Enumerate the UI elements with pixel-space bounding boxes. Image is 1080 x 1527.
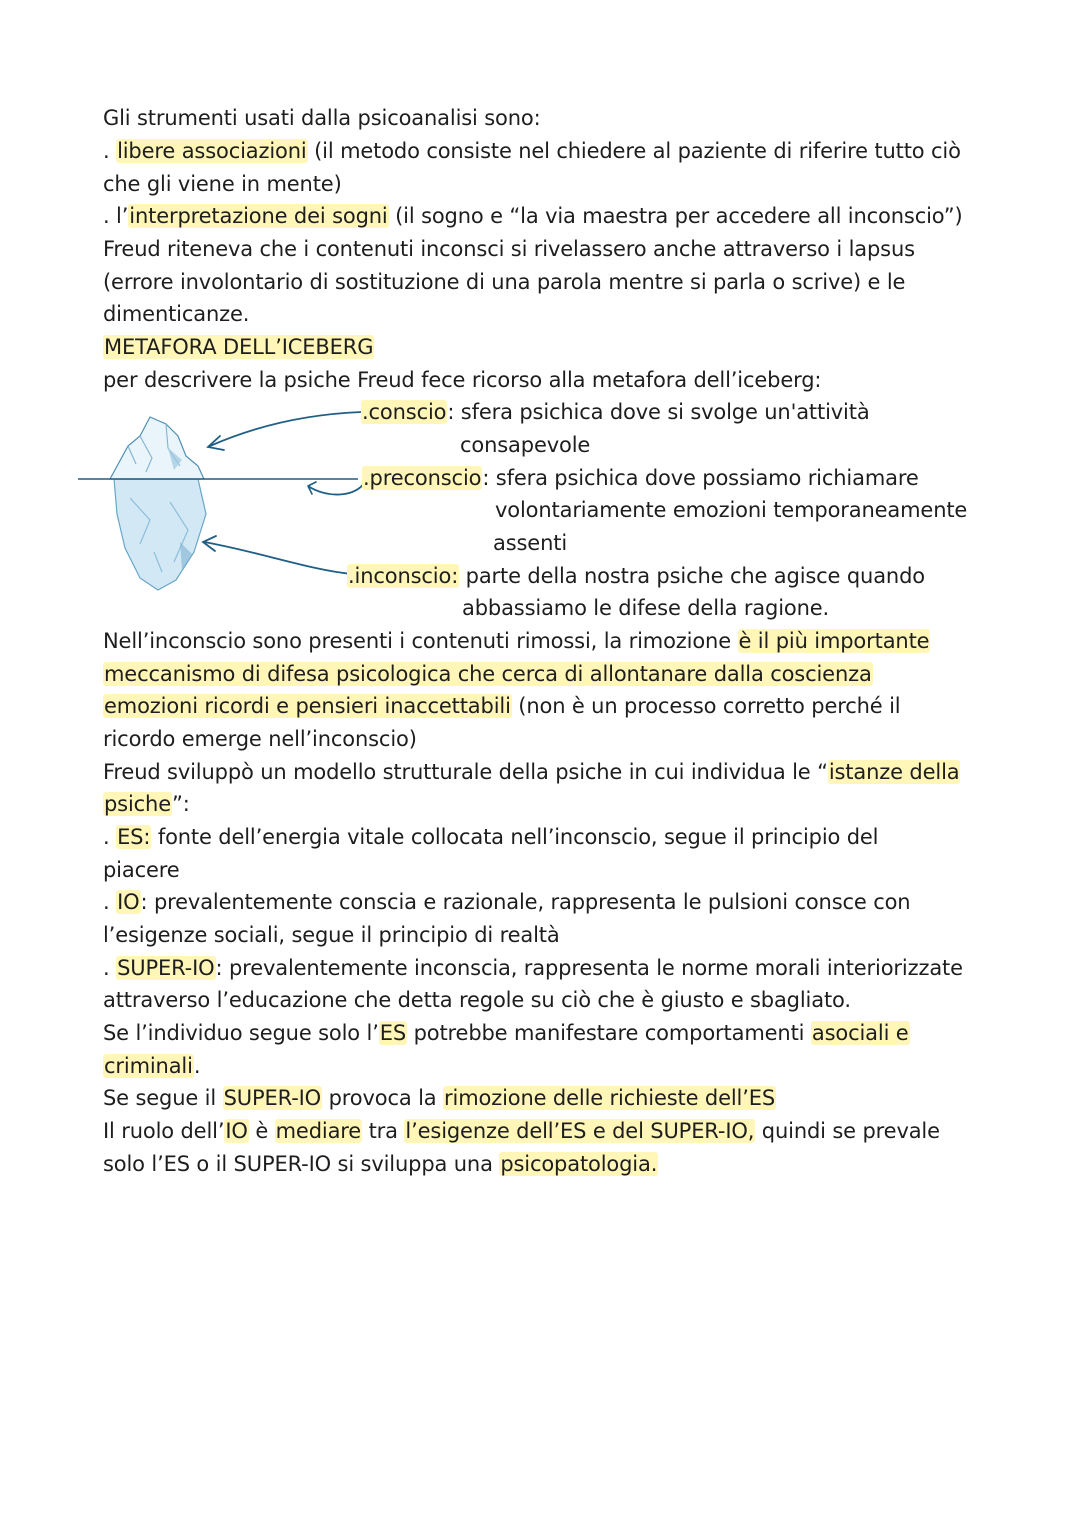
text-line: (errore involontario di sostituzione di una parola mentre si parla o scrive) e le <box>103 270 906 294</box>
text-line: Freud sviluppò un modello strutturale della psiche in cui individua le “istanze della <box>103 760 960 784</box>
text-line: Freud riteneva che i contenuti inconsci si rivelassero anche attraverso i lapsus <box>103 237 915 261</box>
text-line: . libere associazioni (il metodo consiste nel chiedere al paziente di riferire tutto ciò <box>103 139 961 163</box>
text-line: attraverso l’educazione che detta regole su ciò che è giusto e sbagliato. <box>103 988 851 1012</box>
text-line: Se segue il SUPER-IO provoca la rimozione delle richieste dell’ES <box>103 1086 776 1110</box>
text-line: . IO: prevalentemente conscia e razionale, rappresenta le pulsioni consce con <box>103 890 911 914</box>
text-line: emozioni ricordi e pensieri inaccettabili (non è un processo corretto perché il <box>104 694 901 718</box>
text-line: Il ruolo dell’IO è mediare tra l’esigenze dell’ES e del SUPER-IO, quindi se prevale <box>103 1119 940 1143</box>
text-line: . l’interpretazione dei sogni (il sogno e “la via maestra per accedere all inconscio”) <box>103 204 963 228</box>
text-line: Gli strumenti usati dalla psicoanalisi sono: <box>103 106 541 130</box>
text-line: per descrivere la psiche Freud fece ricorso alla metafora dell’iceberg: <box>103 368 822 392</box>
text-line: dimenticanze. <box>103 302 250 326</box>
text-line: . ES: fonte dell’energia vitale collocata nell’inconscio, segue il principio del <box>103 825 879 849</box>
text-line: consapevole <box>460 433 591 457</box>
iceberg-underwater <box>114 479 206 590</box>
text-line: meccanismo di difesa psicologica che cerca di allontanare dalla coscienza <box>104 662 872 686</box>
iceberg-illustration <box>70 402 380 602</box>
arrow-preconscio <box>308 482 365 495</box>
text-line: criminali. <box>104 1054 201 1078</box>
label-conscio: .conscio: sfera psichica dove si svolge un'attività <box>362 400 870 424</box>
section-heading: METAFORA DELL’ICEBERG <box>104 335 374 359</box>
label-preconscio: .preconscio: sfera psichica dove possiamo richiamare <box>363 466 919 490</box>
text-line: ricordo emerge nell’inconscio) <box>103 727 417 751</box>
arrow-conscio <box>210 412 362 446</box>
text-line: piacere <box>103 858 180 882</box>
text-line: che gli viene in mente) <box>103 172 342 196</box>
text-line: solo l’ES o il SUPER-IO si sviluppa una psicopatologia. <box>103 1152 658 1176</box>
text-line: . SUPER-IO: prevalentemente inconscia, rappresenta le norme morali interiorizzate <box>103 956 963 980</box>
text-line: psiche”: <box>104 792 190 816</box>
text-line: assenti <box>493 531 567 555</box>
text-line: abbassiamo le difese della ragione. <box>462 596 830 620</box>
text-line: l’esigenze sociali, segue il principio di realtà <box>103 923 560 947</box>
text-line: Nell’inconscio sono presenti i contenuti rimossi, la rimozione è il più importante <box>103 629 930 653</box>
iceberg-tip <box>110 417 204 479</box>
text-line: Se l’individuo segue solo l’ES potrebbe manifestare comportamenti asociali e <box>103 1021 909 1045</box>
label-inconscio: .inconscio: parte della nostra psiche che agisce quando <box>348 564 925 588</box>
arrow-inconscio <box>204 542 352 574</box>
text-line: volontariamente emozioni temporaneamente <box>495 498 968 522</box>
